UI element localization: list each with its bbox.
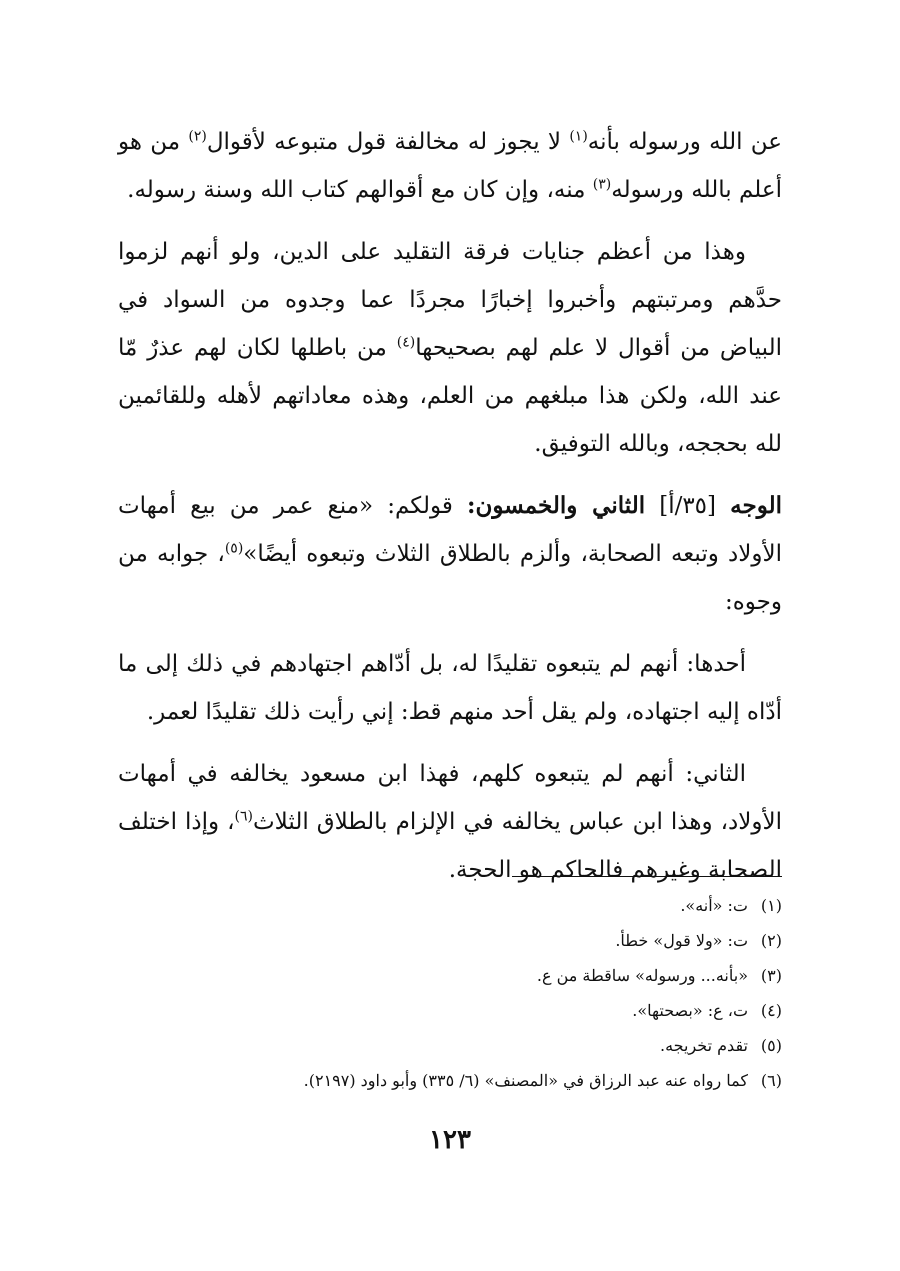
footnote-text: تقدم تخريجه. [660,1036,748,1055]
text-run: قولكم: «منع عمر من بيع أمهات الأولاد وتبعه الصحابة، وألزم بالطلاق الثلاث وتبعوه أيضًا» [118,493,782,567]
footnote-reference[interactable]: (٣) [592,176,612,193]
footnote-reference[interactable]: (٦) [234,808,254,825]
footnote-reference[interactable]: (٤) [396,334,416,351]
bold-heading-text: الثاني والخمسون: [466,492,646,519]
text-run: لا يجوز له مخالفة قول متبوعه لأقوال [206,129,570,155]
text-run: من هو أعلم بالله ورسوله [118,129,782,203]
paragraph [118,640,782,736]
footnote-item [118,958,782,993]
footnote-item [118,923,782,958]
footnote-reference[interactable]: (٢) [188,128,207,145]
footnote-item [118,1063,782,1098]
paragraph [118,228,782,468]
footnotes-list [118,888,782,1098]
footnote-item [118,993,782,1028]
footnote-number: (١) [760,896,782,915]
text-run: الثاني: أنهم لم يتبعوه كلهم، فهذا ابن مسعود يخالفه في أمهات الأولاد، وهذا ابن عباس يخالفه في الإلزام بالطلاق الثلاث [118,761,782,835]
footnote-number: (٦) [760,1071,782,1090]
text-run: [٣٥/أ] [645,493,731,519]
footnote-item [118,888,782,923]
footnote-text: ت: «ولا قول» خطأ. [615,931,748,950]
footnote-reference[interactable]: (٥) [224,540,244,557]
footnote-number: (٢) [760,931,782,950]
footnote-separator [512,876,782,877]
page-number: ١٢٣ [429,1125,471,1155]
text-run: ، جوابه من وجوه: [118,541,782,615]
paragraph [118,750,782,894]
text-run: وهذا من أعظم جنايات فرقة التقليد على الدين، ولو أنهم لزموا حدَّهم ومرتبتهم وأخبروا إخبارًا مجردًا عما وجدوه من السواد في البياض من أقوال لا علم لهم بصحيحها [118,239,782,361]
footnote-text: ت، ع: «بصحتها». [632,1001,748,1020]
text-run: عن الله ورسوله بأنه [587,129,782,155]
bold-heading-text: الوجه [730,492,782,519]
footnote-number: (٣) [760,966,782,985]
text-run: أحدها: أنهم لم يتبعوه تقليدًا له، بل أدّاهم اجتهادهم في ذلك إلى ما أدّاه إليه اجتهاده، ولم يقل أحد منهم قط: إني رأيت ذلك تقليدًا لعمر. [118,651,782,725]
paragraph [118,482,782,626]
footnote-item [118,1028,782,1063]
footnote-text: ت: «أنه». [680,896,748,915]
footnote-number: (٥) [760,1036,782,1055]
text-run: ، وإذا اختلف الصحابة وغيرهم فالحاكم هو الحجة. [118,809,782,883]
footnote-number: (٤) [760,1001,782,1020]
paragraph [118,118,782,214]
footnote-text: كما رواه عنه عبد الرزاق في «المصنف» (٦/ ٣٣٥) وأبو داود (٢١٩٧). [303,1071,748,1090]
footnote-reference[interactable]: (١) [569,128,588,145]
text-run: منه، وإن كان مع أقوالهم كتاب الله وسنة رسوله. [127,177,593,203]
main-text [118,118,782,908]
footnote-text: «بأنه... ورسوله» ساقطة من ع. [536,966,748,985]
text-run: من باطلها لكان لهم عذرٌ مّا عند الله، ولكن هذا مبلغهم من العلم، وهذه معاداتهم لأهله وللقائمين لله بحججه، وبالله التوفيق. [118,335,782,457]
